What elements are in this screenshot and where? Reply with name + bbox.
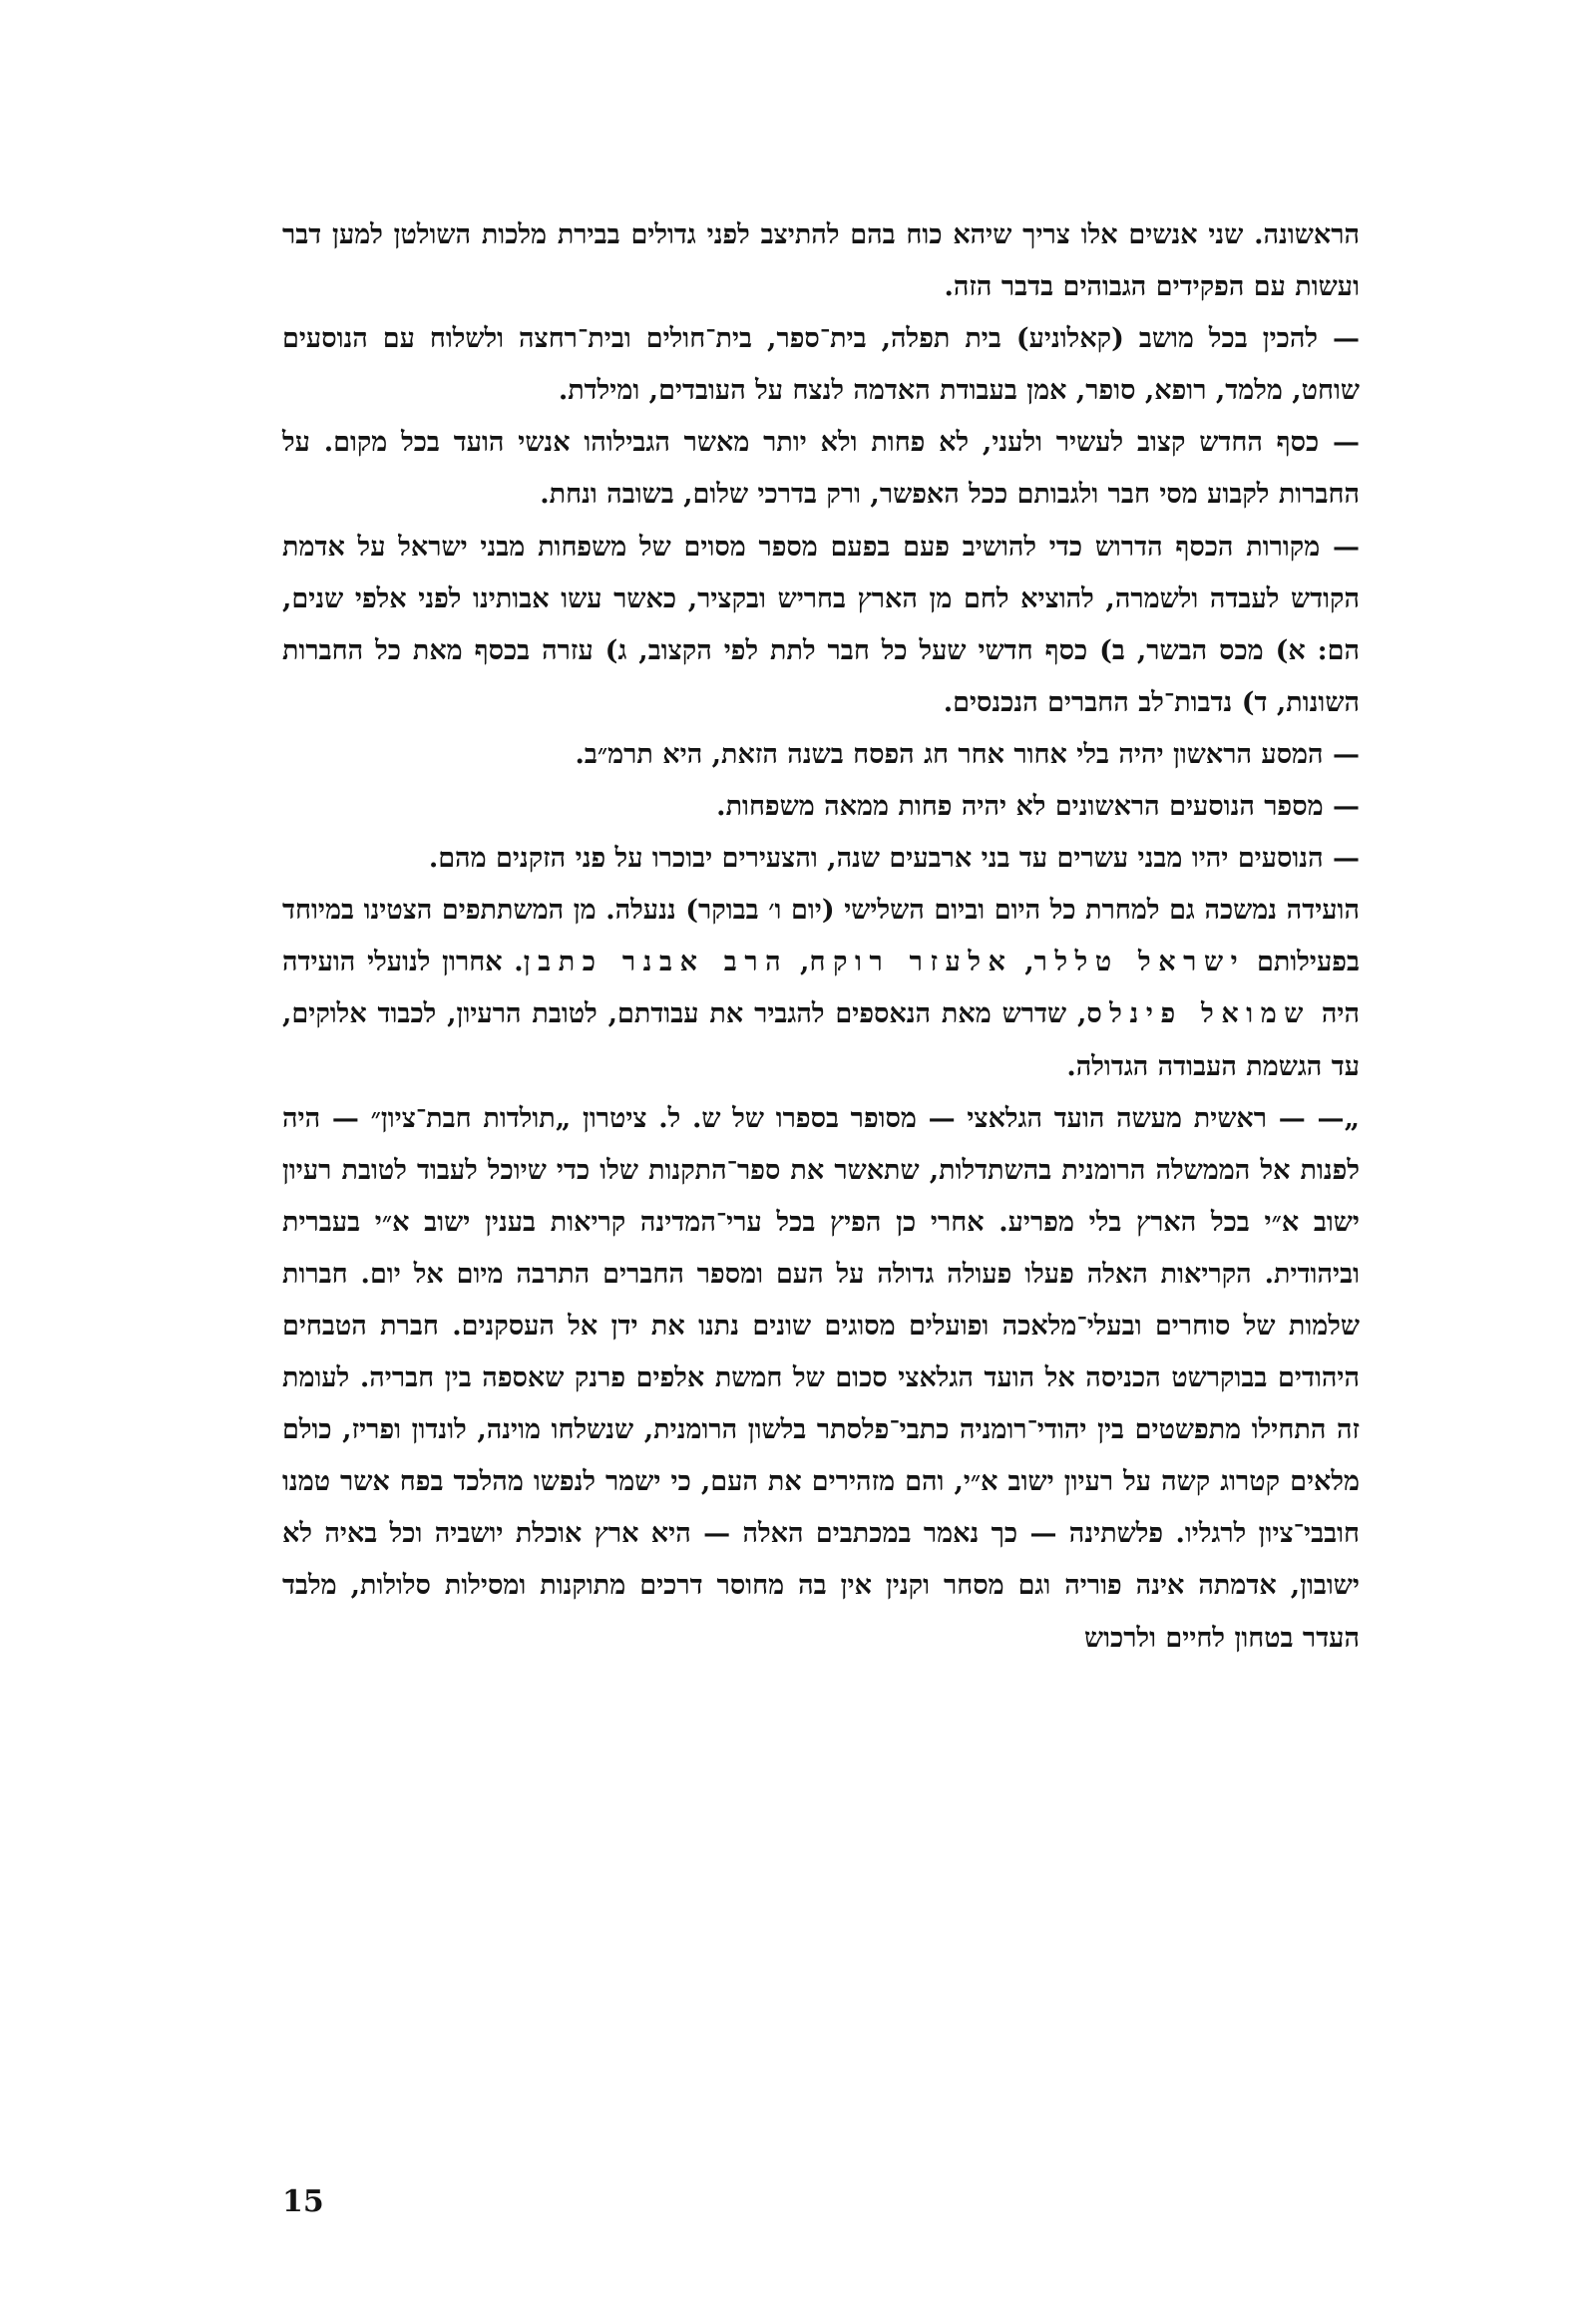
participant-name-rokach: אלעזר רוקח <box>809 947 1013 978</box>
participant-name-tellar: ישראל טללר <box>1033 947 1246 978</box>
paragraph-number-of-travelers: — מספר הנוסעים הראשונים לא יהיה פחות ממאה משפחות. <box>716 791 1360 823</box>
closing-intro: אחרון לנועלי הועידה היה <box>282 947 1360 1030</box>
participant-name-pineles: שמואל פינלס <box>1086 998 1311 1030</box>
closing-text: שדרש מאת הנאספים להגביר את עבודתם, לטובת הרעיון, לכבוד אלוקים, עד הגשמת העבודה הגדולה. <box>282 998 1360 1082</box>
paragraph-institutions: — להכין בכל מושב (קאלוניע) בית תפלה, בית־ספר, בית־חולים ובית־רחצה ולשלוח עם הנוסעים שוחט, מלמד, רופא, סופר, אמן בעבודת האדמה לנצח על העובדים, ומילדת. <box>282 323 1360 407</box>
participants-intro: מן המשתתפים הצטינו במיוחד בפעילותם <box>282 895 1360 978</box>
body-text <box>282 209 1360 1665</box>
paragraph-citron-quote: „— — ראשית מעשה הועד הגלאצי — מסופר בספרו של ש. ל. ציטרון „תולדות חבת־ציון״ — היה לפנות אל הממשלה הרומנית בהשתדלות, שתאשר את ספר־התקנות שלו כדי שיוכל לעבוד לטובת רעיון ישוב א״י בכל הארץ בלי מפריע. אחרי כן הפיץ בכל ערי־המדינה קריאות בענין ישוב א״י בעברית וביהודית. הקריאות האלה פעלו פעולה גדולה על העם ומספר החברים התרבה מיום אל יום. חברות שלמות של סוחרים ובעלי־מלאכה ופועלים מסוגים שונים נתנו את ידן אל העסקנים. חברת הטבחים היהודים בבוקרשט הכניסה אל הועד הגלאצי סכום של חמשת אלפים פרנק שאספה בין חבריה. לעומת זה התחילו מתפשטים בין יהודי־רומניה כתבי־פלסתר בלשון הרומנית, שנשלחו מוינה, לונדון ופריז, כולם מלאים קטרוג קשה על רעיון ישוב א״י, והם מזהירים את העם, כי ישמר לנפשו מהלכד בפח אשר טמנו חובבי־ציון לרגליו. פלשתינה — כך נאמר במכתבים האלה — היא ארץ אוכלת יושביה וכל באיה לא ישובון, אדמתה אינה פוריה וגם מסחר וקנין אין בה מחוסר דרכים מתוקנות ומסילות סלולות, מלבד העדר בטחון לחיים ולרכוש <box>282 1102 1360 1654</box>
page-number: 15 <box>282 2184 324 2219</box>
paragraph-delegates: הראשונה. שני אנשים אלו צריך שיהא כוח בהם להתיצב לפני גדולים בבירת מלכות השולטן למען דבר ועשות עם הפקידים הגבוהים בדבר הזה. <box>282 219 1360 303</box>
paragraph-funding-sources: — מקורות הכסף הדרוש כדי להושיב פעם בפעם מספר מסוים של משפחות מבני ישראל על אדמת הקודש לעבדה ולשמרה, להוציא לחם מן הארץ בחריש ובקציר, כאשר עשו אבותינו לפני אלפי שנים, הם: א) מכס הבשר, ב) כסף חדשי שעל כל חבר לתת לפי הקצוב, ג) עזרה בכסף מאת כל החברות השונות, ד) נדבות־לב החברים הנכנסים. <box>282 531 1360 718</box>
paragraph-conference-session: הועידה נמשכה גם למחרת כל היום וביום השלישי (יום ו׳ בבוקר) ננעלה. מן המשתתפים הצטינו במיוחד בפעילותם ישראל טללר, אלעזר רוקח, הרב אבנר כתבן. אחרון לנועלי הועידה היה שמואל פינלס, שדרש מאת הנאספים להגביר את עבודתם, לטובת הרעיון, לכבוד אלוקים, עד הגשמת העבודה הגדולה. <box>282 895 1360 1082</box>
paragraph-travelers-age: — הנוסעים יהיו מבני עשרים עד בני ארבעים שנה, והצעירים יבוכרו על פני הזקנים מהם. <box>428 843 1360 875</box>
paragraph-monthly-fee: — כסף החדש קצוב לעשיר ולעני, לא פחות ולא יותר מאשר הגבילוהו אנשי הועד בכל מקום. על החברות לקבוע מסי חבר ולגבותם ככל האפשר, ורק בדרכי שלום, בשובה ונחת. <box>282 427 1360 511</box>
participant-name-katban: הרב אבנר כתבן <box>523 947 789 978</box>
session-line: הועידה נמשכה גם למחרת כל היום וביום השלישי (יום ו׳ בבוקר) ננעלה. <box>605 895 1360 927</box>
paragraph-first-journey: — המסע הראשון יהיה בלי אחור אחר חג הפסח בשנה הזאת, היא תרמ״ב. <box>575 738 1360 770</box>
